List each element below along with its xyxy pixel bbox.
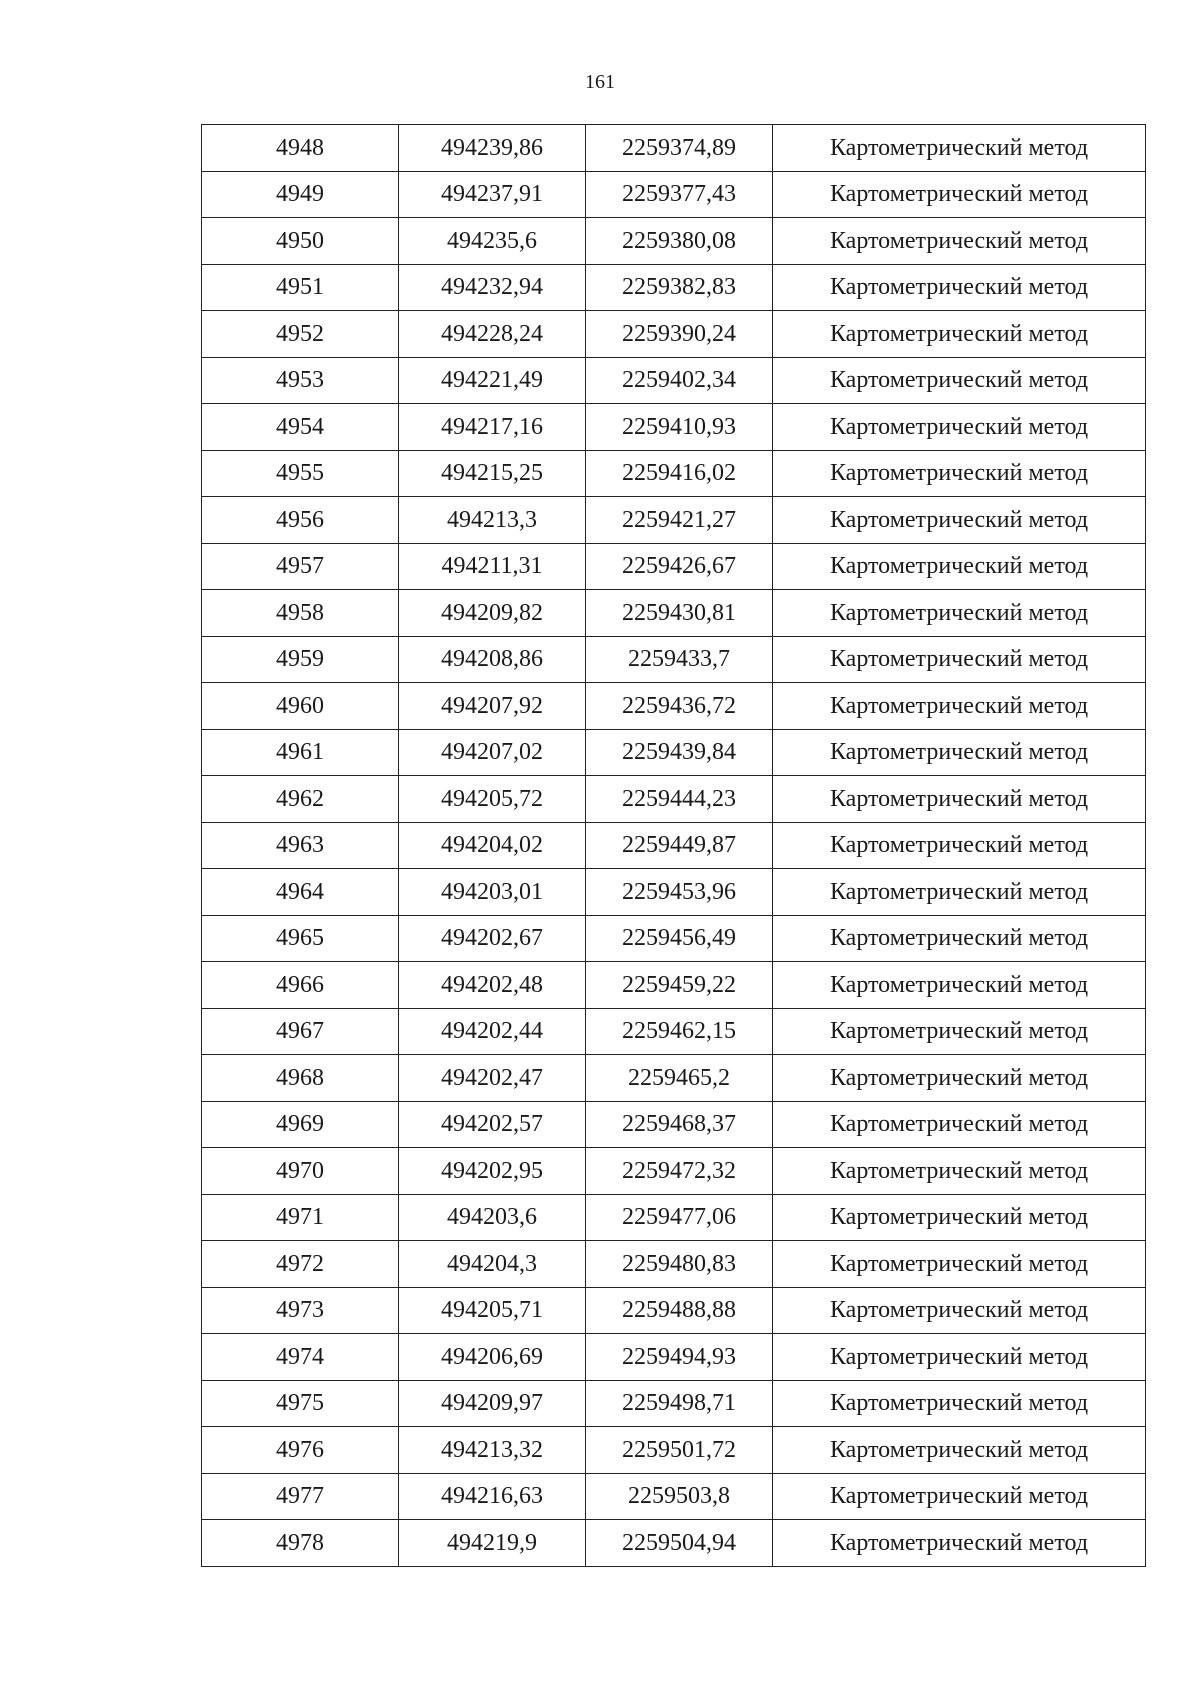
method-cell: Картометрический метод <box>773 822 1146 869</box>
point-number-cell: 4957 <box>202 543 399 590</box>
y-coordinate-cell: 2259498,71 <box>586 1380 773 1427</box>
table-row <box>202 869 1146 916</box>
point-number-cell: 4951 <box>202 264 399 311</box>
x-coordinate-cell: 494204,02 <box>399 822 586 869</box>
y-coordinate-cell: 2259436,72 <box>586 683 773 730</box>
y-coordinate-cell: 2259416,02 <box>586 450 773 497</box>
method-cell: Картометрический метод <box>773 636 1146 683</box>
x-coordinate-cell: 494213,32 <box>399 1427 586 1474</box>
method-cell: Картометрический метод <box>773 869 1146 916</box>
point-number-cell: 4970 <box>202 1148 399 1195</box>
table-row <box>202 311 1146 358</box>
table-row <box>202 125 1146 172</box>
point-number-cell: 4969 <box>202 1101 399 1148</box>
x-coordinate-cell: 494217,16 <box>399 404 586 451</box>
point-number-cell: 4959 <box>202 636 399 683</box>
y-coordinate-cell: 2259477,06 <box>586 1194 773 1241</box>
point-number-cell: 4973 <box>202 1287 399 1334</box>
method-cell: Картометрический метод <box>773 1427 1146 1474</box>
table-row <box>202 1194 1146 1241</box>
y-coordinate-cell: 2259382,83 <box>586 264 773 311</box>
table-row <box>202 822 1146 869</box>
table-row <box>202 1101 1146 1148</box>
y-coordinate-cell: 2259501,72 <box>586 1427 773 1474</box>
point-number-cell: 4950 <box>202 218 399 265</box>
x-coordinate-cell: 494239,86 <box>399 125 586 172</box>
x-coordinate-cell: 494202,57 <box>399 1101 586 1148</box>
point-number-cell: 4956 <box>202 497 399 544</box>
y-coordinate-cell: 2259374,89 <box>586 125 773 172</box>
table-row <box>202 1520 1146 1567</box>
y-coordinate-cell: 2259433,7 <box>586 636 773 683</box>
y-coordinate-cell: 2259468,37 <box>586 1101 773 1148</box>
x-coordinate-cell: 494232,94 <box>399 264 586 311</box>
table-row <box>202 915 1146 962</box>
y-coordinate-cell: 2259410,93 <box>586 404 773 451</box>
point-number-cell: 4962 <box>202 776 399 823</box>
point-number-cell: 4964 <box>202 869 399 916</box>
y-coordinate-cell: 2259504,94 <box>586 1520 773 1567</box>
point-number-cell: 4978 <box>202 1520 399 1567</box>
y-coordinate-cell: 2259494,93 <box>586 1334 773 1381</box>
point-number-cell: 4975 <box>202 1380 399 1427</box>
table-row <box>202 497 1146 544</box>
method-cell: Картометрический метод <box>773 1008 1146 1055</box>
x-coordinate-cell: 494207,02 <box>399 729 586 776</box>
table-row <box>202 590 1146 637</box>
x-coordinate-cell: 494202,67 <box>399 915 586 962</box>
method-cell: Картометрический метод <box>773 264 1146 311</box>
point-number-cell: 4963 <box>202 822 399 869</box>
coordinates-table <box>201 124 1146 1567</box>
point-number-cell: 4972 <box>202 1241 399 1288</box>
point-number-cell: 4965 <box>202 915 399 962</box>
table-row <box>202 962 1146 1009</box>
y-coordinate-cell: 2259465,2 <box>586 1055 773 1102</box>
method-cell: Картометрический метод <box>773 311 1146 358</box>
table-row <box>202 1334 1146 1381</box>
table-row <box>202 171 1146 218</box>
point-number-cell: 4961 <box>202 729 399 776</box>
x-coordinate-cell: 494215,25 <box>399 450 586 497</box>
x-coordinate-cell: 494202,95 <box>399 1148 586 1195</box>
x-coordinate-cell: 494207,92 <box>399 683 586 730</box>
x-coordinate-cell: 494202,47 <box>399 1055 586 1102</box>
x-coordinate-cell: 494237,91 <box>399 171 586 218</box>
y-coordinate-cell: 2259462,15 <box>586 1008 773 1055</box>
x-coordinate-cell: 494228,24 <box>399 311 586 358</box>
y-coordinate-cell: 2259426,67 <box>586 543 773 590</box>
table-row <box>202 264 1146 311</box>
method-cell: Картометрический метод <box>773 729 1146 776</box>
table-row <box>202 1427 1146 1474</box>
y-coordinate-cell: 2259421,27 <box>586 497 773 544</box>
table-row <box>202 218 1146 265</box>
method-cell: Картометрический метод <box>773 1194 1146 1241</box>
x-coordinate-cell: 494208,86 <box>399 636 586 683</box>
x-coordinate-cell: 494209,82 <box>399 590 586 637</box>
point-number-cell: 4968 <box>202 1055 399 1102</box>
y-coordinate-cell: 2259488,88 <box>586 1287 773 1334</box>
x-coordinate-cell: 494235,6 <box>399 218 586 265</box>
method-cell: Картометрический метод <box>773 125 1146 172</box>
point-number-cell: 4976 <box>202 1427 399 1474</box>
method-cell: Картометрический метод <box>773 1473 1146 1520</box>
y-coordinate-cell: 2259456,49 <box>586 915 773 962</box>
y-coordinate-cell: 2259390,24 <box>586 311 773 358</box>
point-number-cell: 4952 <box>202 311 399 358</box>
x-coordinate-cell: 494202,48 <box>399 962 586 1009</box>
y-coordinate-cell: 2259402,34 <box>586 357 773 404</box>
point-number-cell: 4971 <box>202 1194 399 1241</box>
method-cell: Картометрический метод <box>773 683 1146 730</box>
method-cell: Картометрический метод <box>773 1334 1146 1381</box>
method-cell: Картометрический метод <box>773 404 1146 451</box>
x-coordinate-cell: 494216,63 <box>399 1473 586 1520</box>
point-number-cell: 4960 <box>202 683 399 730</box>
y-coordinate-cell: 2259453,96 <box>586 869 773 916</box>
y-coordinate-cell: 2259449,87 <box>586 822 773 869</box>
table-row <box>202 1055 1146 1102</box>
page-number: 161 <box>585 71 615 93</box>
coordinates-table-body <box>202 125 1146 1567</box>
x-coordinate-cell: 494211,31 <box>399 543 586 590</box>
x-coordinate-cell: 494219,9 <box>399 1520 586 1567</box>
point-number-cell: 4953 <box>202 357 399 404</box>
y-coordinate-cell: 2259480,83 <box>586 1241 773 1288</box>
point-number-cell: 4955 <box>202 450 399 497</box>
method-cell: Картометрический метод <box>773 357 1146 404</box>
table-row <box>202 1287 1146 1334</box>
table-row <box>202 1008 1146 1055</box>
x-coordinate-cell: 494203,6 <box>399 1194 586 1241</box>
method-cell: Картометрический метод <box>773 776 1146 823</box>
method-cell: Картометрический метод <box>773 1241 1146 1288</box>
method-cell: Картометрический метод <box>773 497 1146 544</box>
y-coordinate-cell: 2259444,23 <box>586 776 773 823</box>
point-number-cell: 4974 <box>202 1334 399 1381</box>
x-coordinate-cell: 494205,72 <box>399 776 586 823</box>
x-coordinate-cell: 494205,71 <box>399 1287 586 1334</box>
table-row <box>202 404 1146 451</box>
point-number-cell: 4967 <box>202 1008 399 1055</box>
table-row <box>202 1148 1146 1195</box>
table-row <box>202 1241 1146 1288</box>
method-cell: Картометрический метод <box>773 915 1146 962</box>
x-coordinate-cell: 494213,3 <box>399 497 586 544</box>
y-coordinate-cell: 2259380,08 <box>586 218 773 265</box>
method-cell: Картометрический метод <box>773 218 1146 265</box>
y-coordinate-cell: 2259439,84 <box>586 729 773 776</box>
table-row <box>202 1380 1146 1427</box>
method-cell: Картометрический метод <box>773 962 1146 1009</box>
table-row <box>202 543 1146 590</box>
method-cell: Картометрический метод <box>773 1380 1146 1427</box>
y-coordinate-cell: 2259430,81 <box>586 590 773 637</box>
method-cell: Картометрический метод <box>773 171 1146 218</box>
table-row <box>202 1473 1146 1520</box>
point-number-cell: 4977 <box>202 1473 399 1520</box>
point-number-cell: 4949 <box>202 171 399 218</box>
y-coordinate-cell: 2259377,43 <box>586 171 773 218</box>
table-row <box>202 450 1146 497</box>
point-number-cell: 4966 <box>202 962 399 1009</box>
x-coordinate-cell: 494206,69 <box>399 1334 586 1381</box>
x-coordinate-cell: 494203,01 <box>399 869 586 916</box>
point-number-cell: 4948 <box>202 125 399 172</box>
table-row <box>202 683 1146 730</box>
method-cell: Картометрический метод <box>773 590 1146 637</box>
x-coordinate-cell: 494204,3 <box>399 1241 586 1288</box>
table-row <box>202 776 1146 823</box>
point-number-cell: 4954 <box>202 404 399 451</box>
y-coordinate-cell: 2259472,32 <box>586 1148 773 1195</box>
x-coordinate-cell: 494202,44 <box>399 1008 586 1055</box>
y-coordinate-cell: 2259503,8 <box>586 1473 773 1520</box>
table-row <box>202 729 1146 776</box>
y-coordinate-cell: 2259459,22 <box>586 962 773 1009</box>
method-cell: Картометрический метод <box>773 450 1146 497</box>
point-number-cell: 4958 <box>202 590 399 637</box>
x-coordinate-cell: 494209,97 <box>399 1380 586 1427</box>
x-coordinate-cell: 494221,49 <box>399 357 586 404</box>
method-cell: Картометрический метод <box>773 1520 1146 1567</box>
method-cell: Картометрический метод <box>773 1287 1146 1334</box>
table-row <box>202 357 1146 404</box>
method-cell: Картометрический метод <box>773 1101 1146 1148</box>
method-cell: Картометрический метод <box>773 1148 1146 1195</box>
method-cell: Картометрический метод <box>773 543 1146 590</box>
table-row <box>202 636 1146 683</box>
method-cell: Картометрический метод <box>773 1055 1146 1102</box>
